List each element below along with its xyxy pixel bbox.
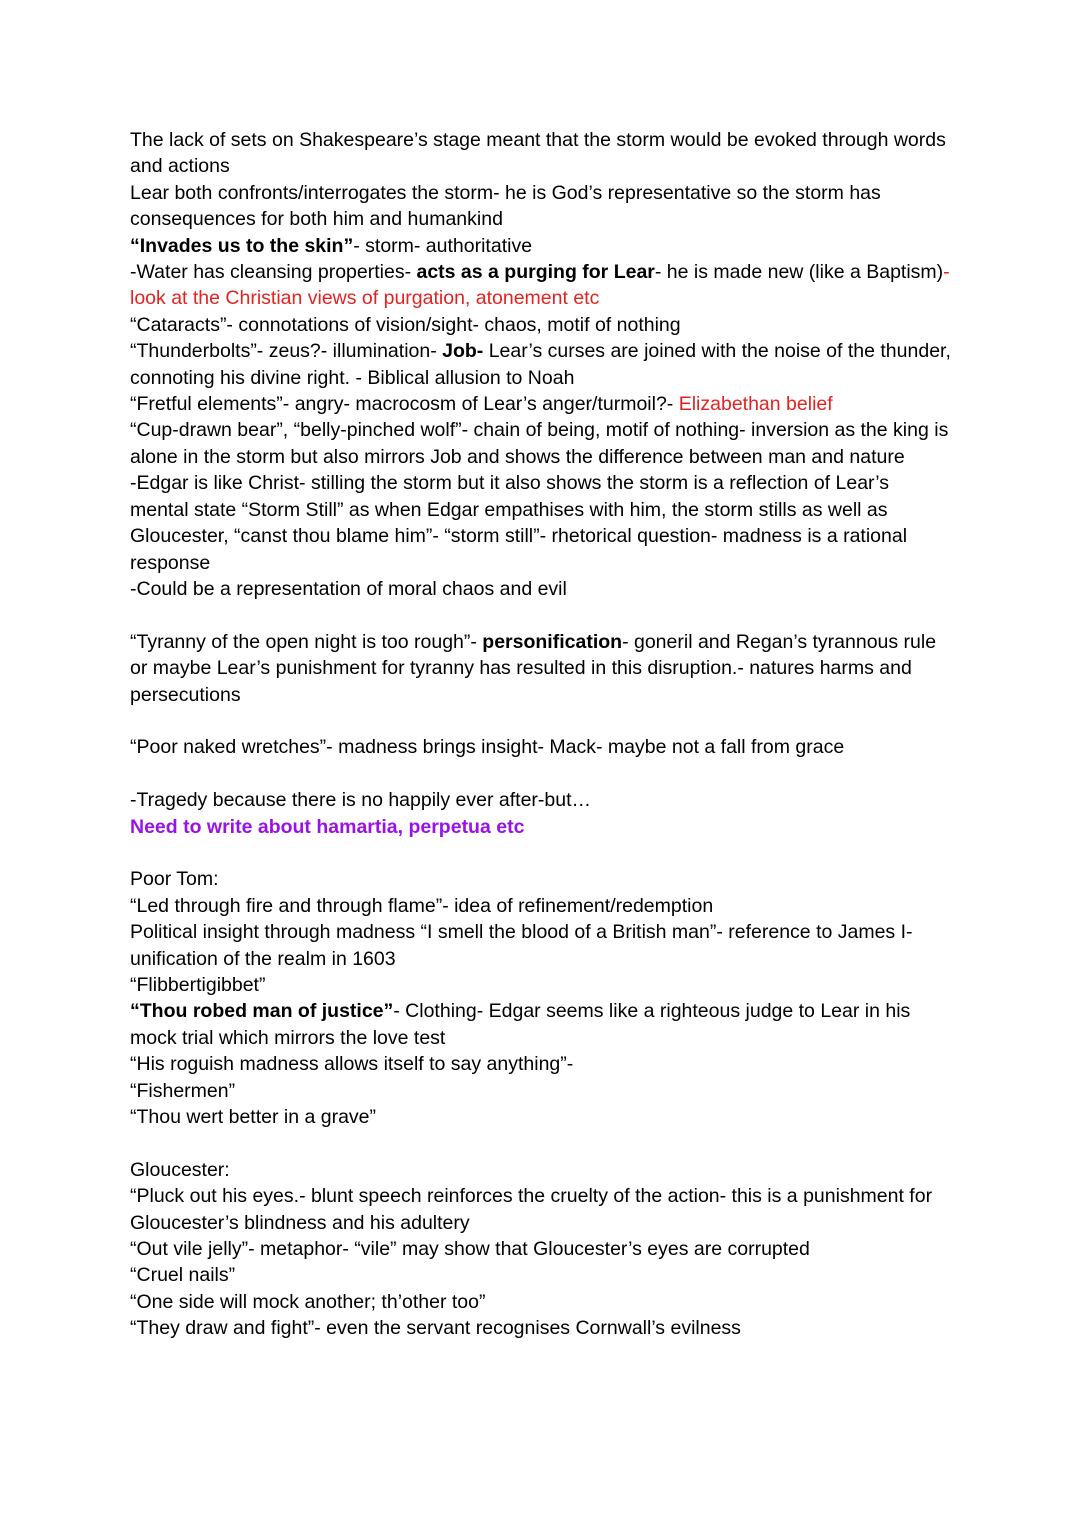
paragraph	[130, 470, 952, 576]
text-run: - Clothing- Edgar seems like a righteous judge to Lear in his mock trial which mirrors the love test	[130, 1000, 916, 1049]
text-run: Gloucester:	[130, 1158, 230, 1181]
blank-line	[130, 840, 952, 866]
text-run: Need to write about hamartia, perpetua etc	[130, 815, 525, 838]
paragraph	[130, 338, 957, 391]
paragraph	[130, 1262, 952, 1288]
text-run: The lack of sets on Shakespeare’s stage meant that the storm would be evoked through words and actions	[130, 129, 952, 178]
text-run: “Tyranny of the open night is too rough”-	[130, 630, 483, 653]
paragraph	[130, 312, 952, 338]
paragraph	[130, 1236, 952, 1262]
text-run: Lear both confronts/interrogates the storm- he is God’s representative so the storm has consequences for both him and humankind	[130, 181, 887, 231]
text-run: Political insight through madness “I smell the blood of a British man”- reference to James I- unification of the realm in 1603	[130, 921, 918, 970]
text-run: “Led through fire and through flame”- idea of refinement/redemption	[130, 894, 714, 917]
paragraph	[130, 893, 952, 919]
text-run: personification	[482, 630, 623, 653]
text-run: “Fretful elements”- angry- macrocosm of Lear’s anger/turmoil?-	[130, 393, 679, 416]
text-run: - goneril and Regan’s tyrannous rule or maybe Lear’s punishment for tyranny has resulted in this disruption.- natures harms and persecutions	[130, 630, 942, 706]
document-body	[130, 127, 957, 1342]
paragraph	[130, 127, 952, 180]
text-run: “Thou wert better in a grave”	[130, 1106, 377, 1129]
text-run: - he is made new (like a Baptism)	[654, 261, 944, 284]
paragraph	[130, 629, 952, 708]
paragraph	[130, 1183, 952, 1236]
text-run: “Cup-drawn bear”, “belly-pinched wolf”- chain of being, motif of nothing- inversion as the king is alone in the storm but also mirrors Job and shows the difference between man and nature	[130, 419, 954, 468]
text-run: “His roguish madness allows itself to say anything”-	[130, 1053, 574, 1076]
paragraph	[130, 787, 952, 813]
blank-line	[130, 708, 952, 734]
text-run: “Thunderbolts”- zeus?- illumination-	[130, 340, 443, 363]
paragraph	[130, 391, 952, 417]
text-run: -Edgar is like Christ- stilling the storm but it also shows the storm is a reflection of Lear’s mental state “Storm Still” as when Edgar empathises with him, the storm stills as well as Gloucester, “canst thou blame him”- “storm still”- rhetorical question- madness is a rational response	[130, 472, 913, 574]
text-run: acts as a purging for Lear	[416, 261, 655, 284]
text-run: Elizabethan belief	[678, 393, 833, 416]
text-run: Poor Tom:	[130, 868, 219, 891]
text-run: “Flibbertigibbet”	[130, 974, 266, 996]
paragraph	[130, 998, 952, 1051]
text-run: “They draw and fight”- even the servant recognises Cornwall’s evilness	[130, 1317, 741, 1340]
paragraph	[130, 919, 952, 972]
text-run: -Could be a representation of moral chaos and evil	[130, 577, 567, 600]
text-run: “Thou robed man of justice”	[130, 1000, 394, 1023]
text-run: -Water has cleansing properties-	[130, 261, 417, 284]
text-run: “Poor naked wretches”- madness brings insight- Mack- maybe not a fall from grace	[130, 736, 845, 759]
paragraph	[130, 1104, 952, 1130]
paragraph	[130, 259, 956, 312]
paragraph	[130, 1315, 952, 1341]
text-run: “Invades us to the skin”	[130, 234, 354, 257]
paragraph	[130, 866, 952, 892]
paragraph	[130, 734, 952, 760]
paragraph	[130, 972, 952, 998]
paragraph	[130, 1289, 952, 1315]
text-run: Job-	[442, 340, 484, 363]
blank-line	[130, 602, 952, 628]
text-run: - storm- authoritative	[353, 234, 533, 257]
text-run: - look at the Christian views of purgation, atonement etc	[130, 261, 956, 310]
text-run: “Out vile jelly”- metaphor- “vile” may show that Gloucester’s eyes are corrupted	[130, 1238, 810, 1261]
paragraph	[130, 233, 952, 259]
paragraph	[130, 417, 952, 470]
paragraph	[130, 1078, 952, 1104]
blank-line	[130, 1130, 952, 1156]
paragraph	[130, 576, 952, 602]
blank-line	[130, 761, 952, 787]
text-run: “Pluck out his eyes.- blunt speech reinforces the cruelty of the action- this is a punishment for Gloucester’s blindness and his adultery	[130, 1185, 938, 1234]
text-run: -Tragedy because there is no happily ever after-but…	[130, 789, 592, 812]
paragraph	[130, 1051, 952, 1077]
text-run: “Fishermen”	[130, 1079, 236, 1102]
paragraph	[130, 180, 952, 233]
text-run: “Cataracts”- connotations of vision/sight- chaos, motif of nothing	[130, 313, 681, 336]
text-run: “One side will mock another; th’other too”	[130, 1290, 486, 1313]
paragraph	[130, 814, 952, 840]
paragraph	[130, 1157, 952, 1183]
text-run: Lear’s curses are joined with the noise of the thunder, connoting his divine right. - Biblical allusion to Noah	[130, 340, 957, 389]
text-run: “Cruel nails”	[130, 1264, 236, 1287]
